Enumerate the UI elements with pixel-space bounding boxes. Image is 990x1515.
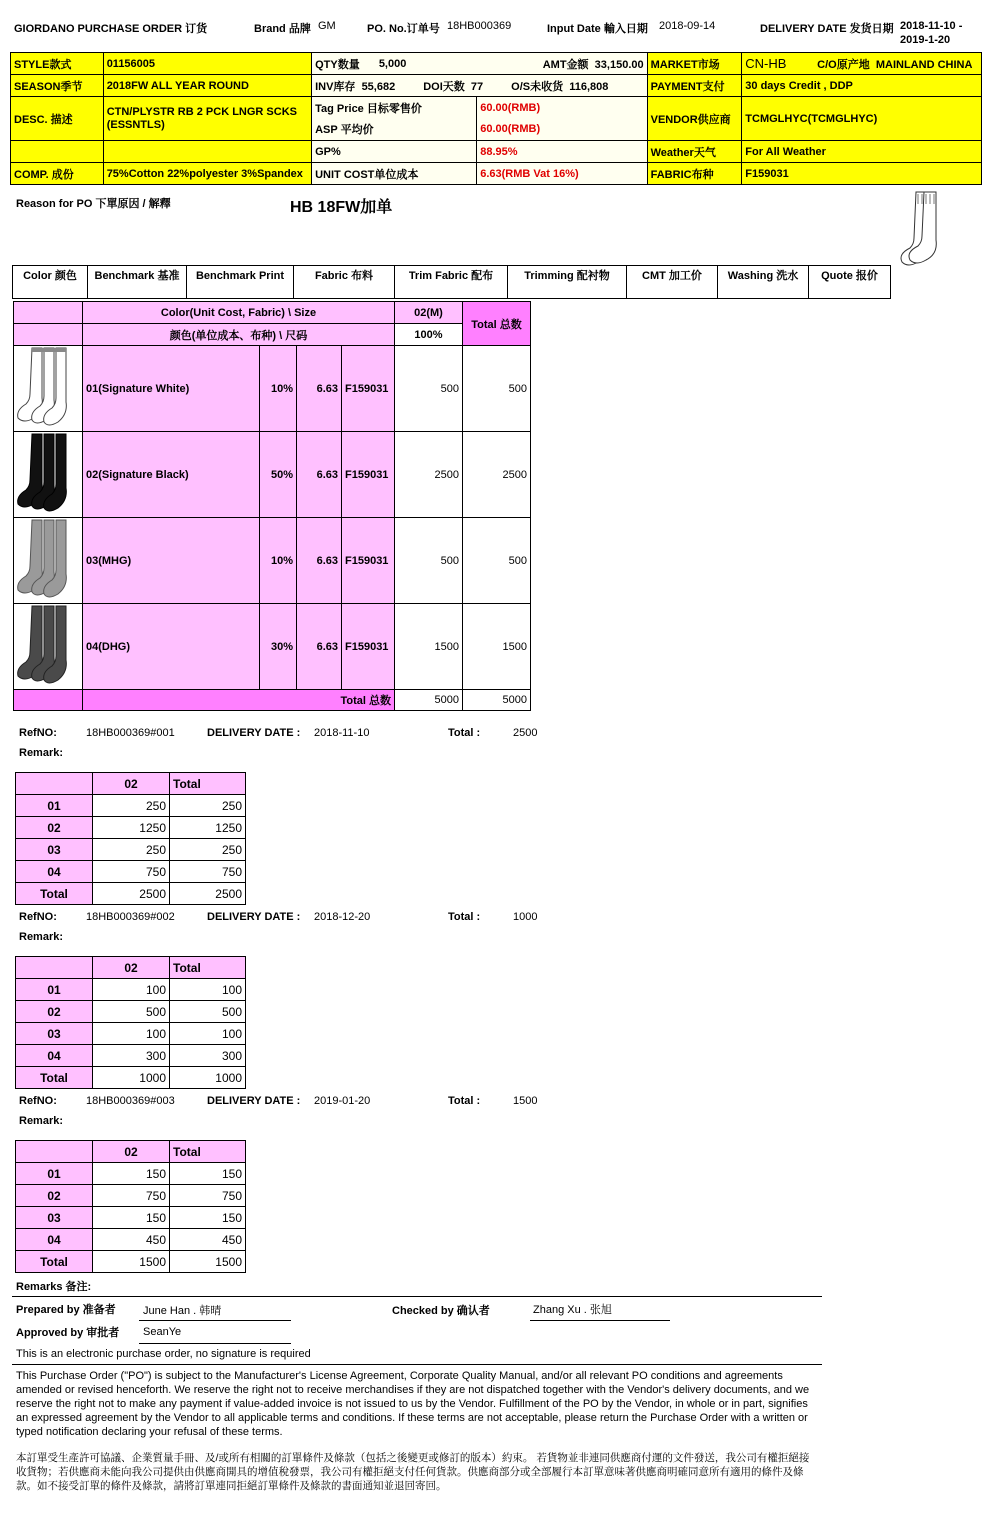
style-value: 01156005 [103, 53, 311, 75]
size-qty: 100 [93, 979, 170, 1001]
sum-qty: 5000 [395, 690, 463, 711]
brand-value: GM [318, 20, 336, 32]
ref-label: RefNO: [19, 727, 57, 739]
unit-cost: 6.63 [297, 604, 342, 690]
size-qty: 500 [93, 1001, 170, 1023]
col-total: Total [170, 773, 246, 795]
terms-chinese: 本訂單受生產許可協議、企業質量手冊、及/或所有相關的訂單條件及條款（包括之後變更或修訂的版本）約束。 若貨物並非連同供應商付運的文件發送，我公司有權拒絕接收貨物；若供應商未能向我公司提供由供應商開具的增值稅發票，我公司有權拒絕支付任何貨款。供應商部分或全部履行本訂單意味著供應商明確同意所有適用的條件及條款。如不接受訂單的條件及條款，請將訂單連同拒絕訂單條件及條款的書面通知並退回寄回。 [16, 1452, 810, 1492]
table-row [16, 1251, 246, 1273]
ref-label: RefNO: [19, 911, 57, 923]
row-label: 04 [16, 1045, 93, 1067]
row-total: 1500 [170, 1251, 246, 1273]
row-total: 250 [170, 795, 246, 817]
delivery-date-value-end: 2019-1-20 [900, 34, 951, 46]
table-row [16, 883, 246, 905]
ref-value: 18HB000369#001 [86, 727, 175, 739]
po-number-label: PO. No.订单号 [367, 23, 440, 35]
size-qty: 1500 [395, 604, 463, 690]
row-label: 04 [16, 1229, 93, 1251]
season-value: 2018FW ALL YEAR ROUND [103, 75, 311, 97]
ref-value: 18HB000369#003 [86, 1095, 175, 1107]
approved-label: Approved by 审批者 [16, 1327, 120, 1339]
empty-cell [16, 773, 93, 795]
delivery-total-label: Total : [448, 727, 481, 739]
unit-cost: 6.63 [297, 432, 342, 518]
inv-label: INV库存 [315, 80, 356, 93]
brand-label: Brand 品牌 [254, 23, 311, 35]
row-total: 1000 [170, 1067, 246, 1089]
row-label: 04 [16, 861, 93, 883]
empty-cell [103, 141, 311, 163]
color-percent: 10% [260, 346, 297, 432]
category-trim-fabric: Trim Fabric 配布 [395, 266, 508, 299]
size-qty: 2500 [93, 883, 170, 905]
amt-cell [477, 53, 647, 75]
style-label: STYLE款式 [11, 53, 104, 75]
fabric-value: F159031 [742, 163, 982, 185]
row-total: 100 [170, 1023, 246, 1045]
empty-cell [14, 690, 83, 711]
delivery-total-label: Total : [448, 911, 481, 923]
color-name: 02(Signature Black) [83, 432, 260, 518]
category-washing: Washing 洗水 [718, 266, 809, 299]
size-qty: 250 [93, 839, 170, 861]
row-label: 03 [16, 1023, 93, 1045]
row-total: 100 [170, 979, 246, 1001]
category-quote: Quote 报价 [809, 266, 891, 299]
swatch-dhg [14, 604, 83, 690]
sum-total: 5000 [463, 690, 531, 711]
table-row [16, 1067, 246, 1089]
sum-label: Total 总数 [83, 690, 395, 711]
delivery-date-label: DELIVERY DATE : [207, 911, 301, 923]
size-qty: 2500 [395, 432, 463, 518]
col-total: Total [170, 1141, 246, 1163]
col-size: 02 [93, 1141, 170, 1163]
amt-label: AMT金额 [542, 58, 589, 71]
category-color: Color 颜色 [13, 266, 88, 299]
table-row [16, 979, 246, 1001]
qty-label: QTY数量 [312, 53, 376, 75]
payment-value: 30 days Credit , DDP [742, 75, 982, 97]
col-total: Total [170, 957, 246, 979]
row-label: Total [16, 1067, 93, 1089]
size-percent: 100% [395, 324, 463, 346]
row-label: Total [16, 883, 93, 905]
row-label: 03 [16, 839, 93, 861]
origin-label: C/O原产地 [817, 58, 870, 71]
row-total: 1250 [170, 817, 246, 839]
po-title: GIORDANO PURCHASE ORDER 订货 [14, 23, 208, 35]
size-qty: 100 [93, 1023, 170, 1045]
row-total: 1500 [463, 604, 531, 690]
signature-line [139, 1320, 291, 1321]
product-image [894, 190, 944, 276]
table-row [14, 432, 531, 518]
empty-cell [16, 957, 93, 979]
os-value: 116,808 [569, 80, 609, 93]
input-date-value: 2018-09-14 [659, 20, 716, 32]
color-percent: 10% [260, 518, 297, 604]
category-cmt: CMT 加工价 [627, 266, 718, 299]
color-name: 04(DHG) [83, 604, 260, 690]
col-size: 02 [93, 773, 170, 795]
row-label: 03 [16, 1207, 93, 1229]
size-qty: 500 [395, 518, 463, 604]
row-total: 150 [170, 1207, 246, 1229]
table-row [16, 1229, 246, 1251]
os-label: O/S未收货 [511, 80, 564, 93]
fabric-code: F159031 [342, 604, 395, 690]
remark-label: Remark: [19, 747, 64, 759]
row-total: 150 [170, 1163, 246, 1185]
weather-value: For All Weather [742, 141, 982, 163]
market-value: CN-HB [742, 53, 814, 75]
swatch-mhg [14, 518, 83, 604]
desc-value: CTN/PLYSTR RB 2 PCK LNGR SCKS (ESSNTLS) [103, 97, 311, 141]
row-total: 450 [170, 1229, 246, 1251]
tag-price-value: 60.00(RMB) [477, 97, 647, 119]
size-qty: 150 [93, 1207, 170, 1229]
table-row [16, 861, 246, 883]
approved-value: SeanYe [143, 1326, 182, 1338]
fabric-code: F159031 [342, 346, 395, 432]
row-total: 750 [170, 861, 246, 883]
table-row [14, 518, 531, 604]
color-percent: 50% [260, 432, 297, 518]
po-info-grid [10, 52, 982, 185]
row-total: 250 [170, 839, 246, 861]
input-date-label: Input Date 輸入日期 [547, 23, 648, 35]
amt-value: 33,150.00 [594, 58, 644, 71]
payment-label: PAYMENT支付 [647, 75, 742, 97]
table-row [16, 1207, 246, 1229]
col-size: 02 [93, 957, 170, 979]
row-total: 300 [170, 1045, 246, 1067]
terms-english: This Purchase Order ("PO") is subject to the Manufacturer's License Agreement, Corporate Quality Manual, and/or all relevant PO conditions and agreements amended or revised henceforth. We reserve the right not to receive merchandises if they are not dispatched together with the Vendor's delivery documents, and we reserve the right not to make any payment if value-added invoice is not issued to us by the Vendor. Fulfillment of the PO by the Vendor, in whole or in part, signifies an expressed agreement by the Vendor to all applicable terms and conditions. If these terms are not acceptable, please return the Purchase Order with a written or typed notification declaring your refusal of these terms. [16, 1370, 810, 1438]
size-qty: 250 [93, 795, 170, 817]
row-total: 500 [463, 518, 531, 604]
row-label: 02 [16, 1001, 93, 1023]
gp-label: GP% [312, 141, 477, 163]
color-header-cn: 颜色(单位成本、布种) \ 尺码 [83, 324, 395, 346]
row-total: 500 [463, 346, 531, 432]
delivery-table [15, 1140, 246, 1273]
color-name: 03(MHG) [83, 518, 260, 604]
divider [12, 1364, 822, 1365]
delivery-date-value: 2019-01-20 [314, 1095, 371, 1107]
category-trimming: Trimming 配衬物 [508, 266, 627, 299]
electronic-note: This is an electronic purchase order, no signature is required [16, 1348, 311, 1360]
ref-label: RefNO: [19, 1095, 57, 1107]
category-fabric: Fabric 布料 [294, 266, 395, 299]
signature-line [139, 1343, 291, 1344]
delivery-table [15, 772, 246, 905]
table-row [16, 1185, 246, 1207]
color-percent: 30% [260, 604, 297, 690]
color-header-en: Color(Unit Cost, Fabric) \ Size [83, 302, 395, 324]
po-number-value: 18HB000369 [447, 20, 512, 32]
unit-cost-value: 6.63(RMB Vat 16%) [477, 163, 647, 185]
table-row [16, 1163, 246, 1185]
composition-value: 75%Cotton 22%polyester 3%Spandex [103, 163, 311, 185]
remark-label: Remark: [19, 1115, 64, 1127]
table-row [16, 795, 246, 817]
row-label: 01 [16, 979, 93, 1001]
divider [12, 1296, 822, 1297]
delivery-date-value: 2018-11-10 [314, 727, 370, 739]
checked-value: Zhang Xu . 张旭 [533, 1304, 612, 1316]
season-label: SEASON季节 [11, 75, 104, 97]
size-qty: 750 [93, 861, 170, 883]
ref-value: 18HB000369#002 [86, 911, 175, 923]
size-qty: 300 [93, 1045, 170, 1067]
vendor-label: VENDOR供应商 [647, 97, 742, 141]
delivery-date-label: DELIVERY DATE : [207, 1095, 301, 1107]
row-label: 02 [16, 1185, 93, 1207]
fabric-code: F159031 [342, 518, 395, 604]
size-qty: 500 [395, 346, 463, 432]
gp-value: 88.95% [477, 141, 647, 163]
table-row [16, 1023, 246, 1045]
size-qty: 1500 [93, 1251, 170, 1273]
prepared-label: Prepared by 准备者 [16, 1304, 116, 1316]
origin-value: MAINLAND CHINA [875, 58, 973, 71]
delivery-table [15, 956, 246, 1089]
checked-label: Checked by 确认者 [392, 1305, 490, 1317]
unit-cost: 6.63 [297, 518, 342, 604]
row-label: Total [16, 1251, 93, 1273]
row-label: 01 [16, 1163, 93, 1185]
delivery-date-label: DELIVERY DATE : [207, 727, 301, 739]
tag-price-label: Tag Price 目标零售价 [312, 97, 477, 119]
size-qty: 1000 [93, 1067, 170, 1089]
delivery-date-value-start: 2018-11-10 - [900, 20, 963, 32]
table-row [14, 346, 531, 432]
size-qty: 450 [93, 1229, 170, 1251]
delivery-total-value: 1500 [513, 1095, 538, 1107]
doi-label: DOI天数 [423, 80, 465, 93]
origin-cell [814, 53, 981, 75]
remark-label: Remark: [19, 931, 64, 943]
row-total: 2500 [463, 432, 531, 518]
category-benchmark-print: Benchmark Print [187, 266, 294, 299]
reason-label: Reason for PO 下單原因 / 解釋 [16, 198, 171, 210]
inv-value: 55,682 [361, 80, 396, 93]
row-total: 2500 [170, 883, 246, 905]
size-qty: 1250 [93, 817, 170, 839]
fabric-code: F159031 [342, 432, 395, 518]
market-label: MARKET市场 [647, 53, 742, 75]
table-row [16, 839, 246, 861]
table-row [16, 1045, 246, 1067]
empty-cell [14, 324, 83, 346]
table-row [16, 817, 246, 839]
reason-value: HB 18FW加单 [290, 199, 393, 216]
inventory-cell [312, 75, 648, 97]
table-row [14, 604, 531, 690]
row-total: 750 [170, 1185, 246, 1207]
color-name: 01(Signature White) [83, 346, 260, 432]
prepared-value: June Han . 韩晴 [143, 1305, 222, 1317]
remarks-label: Remarks 备注: [16, 1281, 92, 1293]
delivery-total-label: Total : [448, 1095, 481, 1107]
row-total: 500 [170, 1001, 246, 1023]
vendor-value: TCMGLHYC(TCMGLHYC) [742, 97, 982, 141]
unit-cost-label: UNIT COST单位成本 [312, 163, 477, 185]
signature-line [530, 1320, 670, 1321]
color-size-table [13, 301, 531, 711]
cost-category-row [12, 265, 891, 299]
swatch-black [14, 432, 83, 518]
delivery-total-value: 2500 [513, 727, 538, 739]
unit-cost: 6.63 [297, 346, 342, 432]
size-header: 02(M) [395, 302, 463, 324]
delivery-total-value: 1000 [513, 911, 538, 923]
swatch-white [14, 346, 83, 432]
asp-label: ASP 平均价 [312, 119, 477, 141]
desc-label: DESC. 描述 [11, 97, 104, 141]
fabric-label: FABRIC布种 [647, 163, 742, 185]
row-label: 01 [16, 795, 93, 817]
empty-cell [11, 141, 104, 163]
asp-value: 60.00(RMB) [477, 119, 647, 141]
size-qty: 150 [93, 1163, 170, 1185]
table-row [16, 1001, 246, 1023]
category-benchmark: Benchmark 基准 [88, 266, 187, 299]
size-qty: 750 [93, 1185, 170, 1207]
doi-value: 77 [470, 80, 484, 93]
empty-cell [14, 302, 83, 324]
delivery-date-value: 2018-12-20 [314, 911, 371, 923]
row-label: 02 [16, 817, 93, 839]
empty-cell [16, 1141, 93, 1163]
total-header: Total 总数 [463, 302, 531, 346]
delivery-date-label: DELIVERY DATE 发货日期 [760, 23, 894, 35]
weather-label: Weather天气 [647, 141, 742, 163]
qty-value: 5,000 [376, 53, 477, 75]
composition-label: COMP. 成份 [11, 163, 104, 185]
